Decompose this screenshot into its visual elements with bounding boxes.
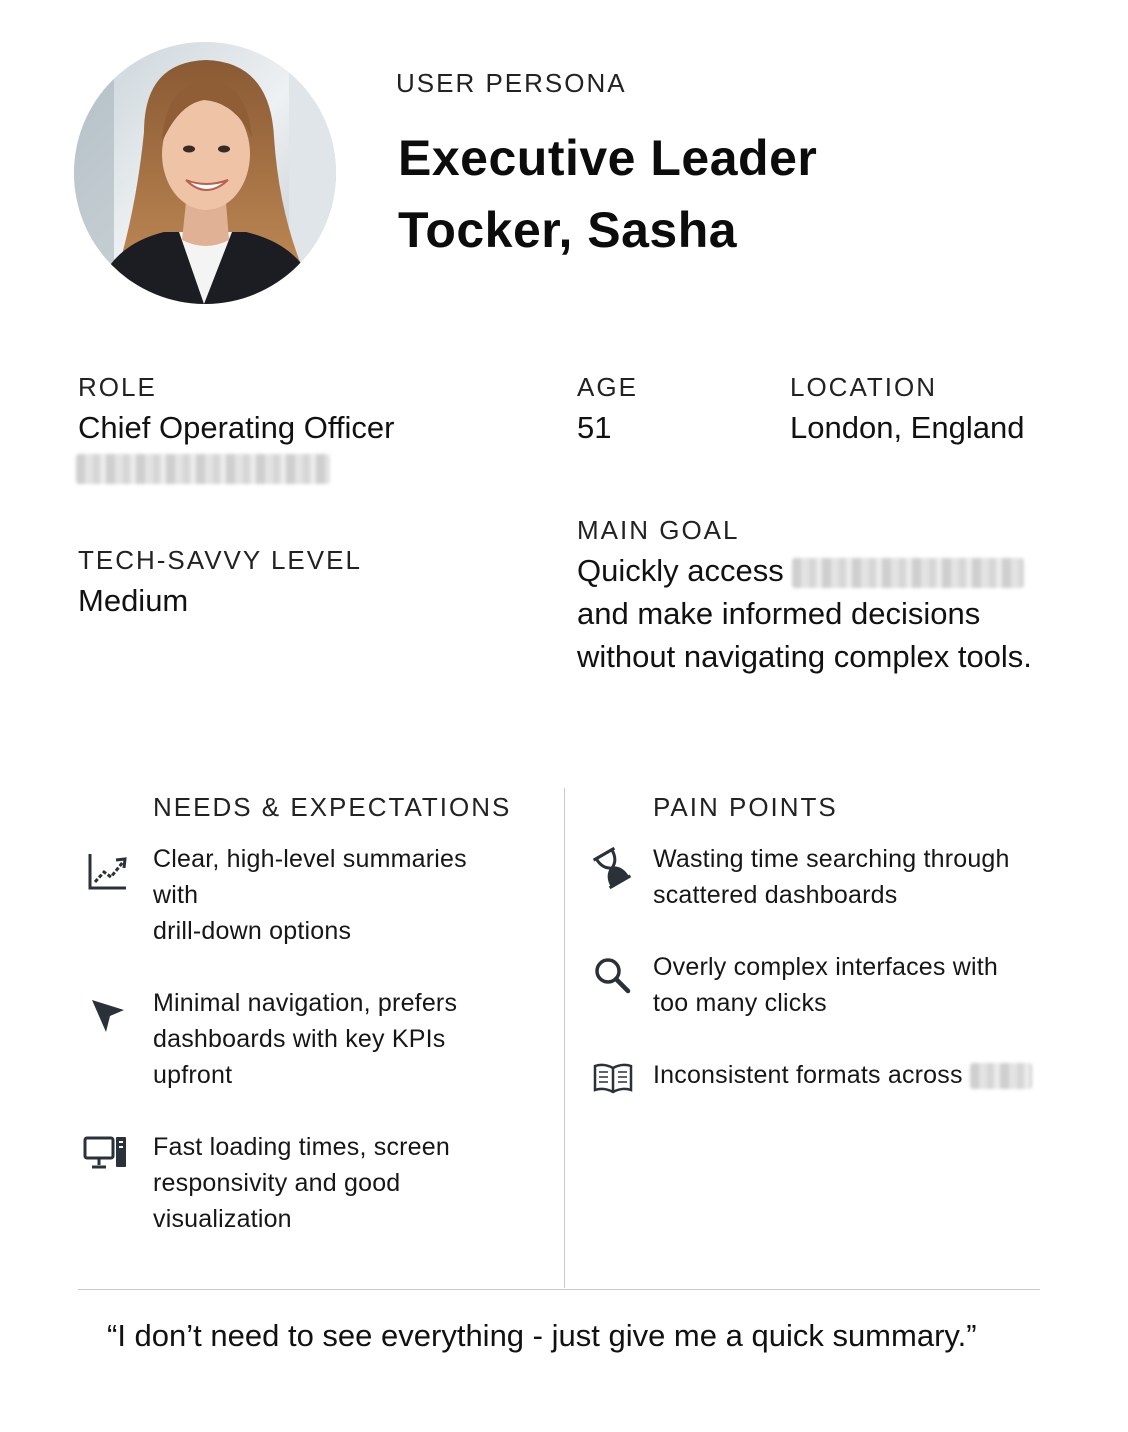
role-value: Chief Operating Officer [78, 410, 395, 445]
main-goal-line-3: without navigating complex tools. [577, 639, 1032, 674]
need-item-1-line-2: with [153, 881, 199, 909]
desktop-computer-icon [82, 1134, 130, 1179]
pain-item-3-line-1: Inconsistent formats across [653, 1061, 963, 1089]
quote-divider [78, 1289, 1040, 1290]
main-goal-line-2: and make informed decisions [577, 596, 981, 631]
need-item-3 [153, 1129, 450, 1237]
main-goal-label: MAIN GOAL [577, 515, 740, 545]
persona-kicker: USER PERSONA [396, 68, 627, 98]
need-item-1 [153, 841, 467, 949]
hourglass-icon [590, 846, 634, 895]
need-item-2 [153, 985, 457, 1093]
needs-heading: NEEDS & EXPECTATIONS [153, 792, 512, 822]
persona-name: Tocker, Sasha [398, 202, 738, 258]
pain-item-1 [653, 841, 1010, 913]
main-goal-text: Quickly access [577, 553, 784, 588]
persona-avatar [74, 42, 336, 304]
persona-quote: “I don’t need to see everything - just give me a quick summary.” [107, 1318, 977, 1353]
persona-title: Executive Leader [398, 130, 818, 186]
pain-item-2-line-1: Overly complex interfaces with [653, 953, 999, 981]
need-item-1-line-3: drill-down options [153, 917, 352, 945]
pain-points-heading: PAIN POINTS [653, 792, 838, 822]
tech-savvy-value: Medium [78, 583, 189, 618]
location-label: LOCATION [790, 372, 937, 402]
pain-item-1-line-2: scattered dashboards [653, 881, 898, 909]
location-value: London, England [790, 410, 1025, 445]
age-value: 51 [577, 410, 612, 445]
open-book-icon [592, 1062, 634, 1099]
magnifier-icon [592, 955, 632, 1000]
redacted-text [970, 1063, 1032, 1089]
pain-item-1-line-1: Wasting time searching through [653, 845, 1010, 873]
main-goal-line-1 [577, 549, 1024, 592]
need-item-1-line-1: Clear, high-level summaries [153, 845, 467, 873]
need-item-2-line-3: upfront [153, 1061, 233, 1089]
need-item-3-line-3: visualization [153, 1205, 292, 1233]
need-item-3-line-2: responsivity and good [153, 1169, 401, 1197]
age-label: AGE [577, 372, 638, 402]
column-divider [564, 788, 565, 1288]
chart-trend-icon [86, 850, 130, 899]
tech-savvy-label: TECH-SAVVY LEVEL [78, 545, 362, 575]
pain-item-2 [653, 949, 998, 1021]
need-item-2-line-1: Minimal navigation, prefers [153, 989, 458, 1017]
redacted-text [792, 558, 1024, 588]
pain-item-2-line-2: too many clicks [653, 989, 827, 1017]
role-label: ROLE [78, 372, 157, 402]
need-item-2-line-2: dashboards with key KPIs [153, 1025, 446, 1053]
cursor-arrow-icon [86, 994, 130, 1043]
pain-item-3 [653, 1057, 1032, 1093]
redacted-text [76, 454, 330, 484]
need-item-3-line-1: Fast loading times, screen [153, 1133, 450, 1161]
